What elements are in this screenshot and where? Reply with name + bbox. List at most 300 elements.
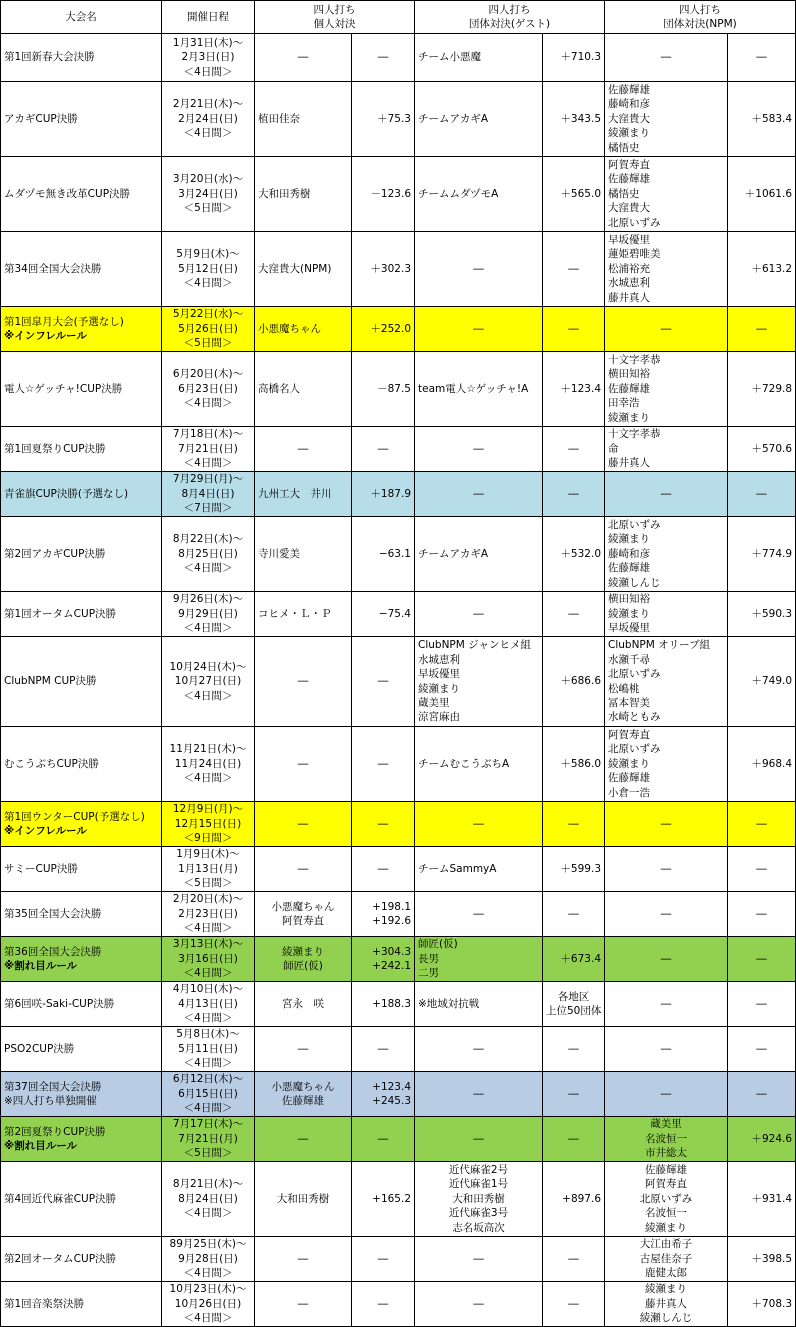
npm-team-line: 命 — [608, 442, 619, 455]
schedule-line: 7月18日(木)～ — [172, 428, 244, 441]
tournament-name-line: 第1回皐月大会(予選なし) — [4, 315, 124, 328]
individual-score-cell — [352, 1282, 415, 1327]
npm-score-cell — [728, 1282, 796, 1327]
guest-team-line: ClubNPM ジャンヒメ組 — [418, 639, 531, 652]
individual-player-cell — [255, 352, 352, 427]
tournament-name-cell — [1, 1237, 162, 1282]
npm-team-line: 田幸浩 — [608, 397, 640, 410]
tournament-name-cell — [1, 517, 162, 592]
guest-team-line: ※地域対抗戦 — [418, 997, 480, 1010]
guest-score-cell — [543, 1162, 605, 1237]
npm-score-line: ― — [756, 487, 767, 500]
individual-player-cell — [255, 1072, 352, 1117]
guest-team-cell — [415, 727, 543, 802]
guest-score-line: ― — [568, 487, 579, 500]
npm-team-line: 横田知裕 — [608, 593, 650, 606]
npm-team-line: 大窪貴大 — [608, 202, 650, 215]
schedule-cell — [162, 82, 255, 157]
npm-score-line: ― — [756, 322, 767, 335]
tournament-name-cell — [1, 982, 162, 1027]
individual-score-line: －87.5 — [377, 382, 411, 395]
guest-score-cell — [543, 937, 605, 982]
schedule-line: ＜4日間＞ — [183, 1312, 233, 1325]
npm-team-line: 古屋佳奈子 — [639, 1252, 693, 1265]
schedule-cell — [162, 802, 255, 847]
individual-score-line: −63.1 — [378, 547, 411, 560]
npm-team-line: 佐藤輝雄 — [608, 173, 650, 186]
individual-player-line: 宮永 咲 — [282, 997, 324, 1010]
individual-score-line: +192.6 — [372, 915, 411, 927]
schedule-line: 1月13日(月) — [178, 862, 238, 875]
individual-score-cell — [352, 82, 415, 157]
npm-team-line: 綾瀬しんじ — [608, 576, 661, 589]
guest-team-cell — [415, 232, 543, 307]
guest-team-cell — [415, 802, 543, 847]
guest-team-cell — [415, 1027, 543, 1072]
header-individual-line2: 個人対決 — [313, 18, 356, 30]
schedule-line: 8月25日(日) — [178, 547, 238, 560]
npm-team-line: 橘悟史 — [608, 141, 640, 154]
npm-team-line: 十文字孝恭 — [608, 428, 661, 441]
tournament-name-cell — [1, 307, 162, 352]
schedule-line: 5月12日(日) — [178, 262, 238, 275]
npm-team-line: ― — [660, 51, 672, 64]
npm-score-line: ― — [756, 997, 767, 1010]
tournament-name-cell — [1, 592, 162, 637]
individual-player-line: 九州工大 井川 — [258, 487, 332, 500]
schedule-line: ＜5日間＞ — [183, 1147, 233, 1160]
npm-team-cell — [605, 1237, 728, 1282]
header-individual — [255, 1, 415, 34]
tournament-name-cell — [1, 472, 162, 517]
tournament-name-line: 第1回オータムCUP決勝 — [4, 607, 117, 620]
schedule-line: 7月21日(月) — [178, 1132, 238, 1145]
tournament-name-cell — [1, 82, 162, 157]
individual-player-line: 大窪貴大(NPM) — [258, 262, 332, 275]
guest-score-cell — [543, 34, 605, 82]
tournament-name-cell — [1, 352, 162, 427]
npm-score-line: ＋749.0 — [751, 675, 793, 688]
npm-score-line: ＋708.3 — [751, 1297, 793, 1310]
individual-player-cell — [255, 1282, 352, 1327]
individual-score-line: ＋187.9 — [370, 487, 411, 500]
npm-score-cell — [728, 472, 796, 517]
tournament-name-line: 第1回新春大会決勝 — [4, 51, 95, 64]
npm-score-cell — [728, 802, 796, 847]
guest-team-line: チーム小悪魔 — [418, 51, 481, 64]
individual-player-cell — [255, 847, 352, 892]
schedule-line: 10月24日(木)～ — [169, 660, 247, 673]
tournament-name-cell — [1, 1027, 162, 1072]
guest-team-cell — [415, 517, 543, 592]
individual-score-line: －123.6 — [370, 187, 411, 200]
individual-player-cell — [255, 592, 352, 637]
guest-team-line: ― — [473, 607, 484, 620]
schedule-cell — [162, 34, 255, 82]
schedule-line: 8月24日(日) — [178, 1192, 238, 1205]
individual-player-cell — [255, 727, 352, 802]
schedule-line: ＜4日間＞ — [183, 65, 233, 78]
npm-team-cell — [605, 427, 728, 472]
individual-score-cell — [352, 637, 415, 727]
schedule-line: 10月27日(日) — [174, 675, 242, 688]
guest-team-line: チームムダヅモA — [418, 187, 499, 200]
table-row — [1, 1027, 796, 1072]
tournament-name-line: 第34回全国大会決勝 — [4, 262, 102, 275]
individual-player-line: ― — [297, 1132, 309, 1145]
npm-team-line: ― — [660, 907, 672, 920]
schedule-cell — [162, 1072, 255, 1117]
guest-team-line: 師匠(仮) — [418, 938, 458, 951]
schedule-line: 7月21日(日) — [178, 442, 238, 455]
individual-score-cell — [352, 352, 415, 427]
npm-team-cell — [605, 307, 728, 352]
individual-player-line: 寺川愛美 — [258, 547, 300, 560]
table-row — [1, 937, 796, 982]
npm-team-line: 松嶋桃 — [608, 682, 640, 695]
npm-team-line: ― — [660, 862, 672, 875]
individual-score-cell — [352, 727, 415, 802]
guest-score-cell — [543, 352, 605, 427]
tournament-name-line: アカギCUP決勝 — [4, 112, 78, 125]
tournament-name-cell — [1, 157, 162, 232]
npm-score-cell — [728, 157, 796, 232]
npm-team-line: 藤井真人 — [608, 291, 650, 304]
guest-score-cell — [543, 1117, 605, 1162]
npm-team-line: 藤崎和彦 — [608, 547, 650, 560]
npm-team-line: 綾瀬まり — [608, 533, 650, 546]
schedule-line: 2月23日(日) — [178, 907, 238, 920]
individual-player-cell — [255, 232, 352, 307]
individual-player-cell — [255, 517, 352, 592]
npm-team-line: 佐藤輝雄 — [608, 772, 650, 785]
table-row — [1, 1072, 796, 1117]
individual-score-cell — [352, 847, 415, 892]
guest-score-cell — [543, 1027, 605, 1072]
npm-team-line: 早坂優里 — [608, 622, 650, 635]
individual-score-line: +304.3 — [372, 945, 411, 958]
npm-score-line: ― — [756, 51, 767, 64]
individual-player-cell — [255, 157, 352, 232]
schedule-line: 5月11日(日) — [178, 1042, 238, 1055]
header-team-guest — [415, 1, 605, 34]
tournament-name-line: ムダヅモ無き改革CUP決勝 — [4, 187, 131, 200]
npm-team-line: 阿賀寿直 — [608, 728, 650, 741]
npm-team-line: 佐藤輝雄 — [608, 382, 650, 395]
npm-team-line: ― — [660, 487, 672, 500]
tournament-name-cell — [1, 937, 162, 982]
header-row — [1, 1, 796, 34]
guest-team-cell — [415, 937, 543, 982]
individual-player-line: 大和田秀樹 — [276, 1192, 330, 1205]
npm-score-cell — [728, 517, 796, 592]
tournament-name-line: 第4回近代麻雀CUP決勝 — [4, 1192, 117, 1205]
individual-score-line: +188.3 — [372, 997, 411, 1010]
tournament-name-cell — [1, 892, 162, 937]
individual-player-cell — [255, 802, 352, 847]
npm-team-cell — [605, 592, 728, 637]
guest-score-cell — [543, 802, 605, 847]
header-npm-line1: 四人打ち — [679, 3, 721, 16]
guest-score-line: ― — [568, 907, 579, 920]
npm-team-line: 大窪貴大 — [608, 112, 650, 125]
npm-team-cell — [605, 1162, 728, 1237]
individual-score-cell — [352, 34, 415, 82]
individual-player-line: 小悪魔ちゃん — [258, 322, 321, 335]
npm-team-line: 大江由希子 — [639, 1238, 693, 1251]
tournament-name-line: 第1回音楽祭決勝 — [4, 1297, 85, 1310]
schedule-line: 9月28日(日) — [178, 1252, 238, 1265]
schedule-line: 8月22日(木)～ — [172, 533, 244, 546]
npm-score-line: ＋613.2 — [751, 262, 793, 275]
individual-score-cell — [352, 427, 415, 472]
schedule-cell — [162, 1162, 255, 1237]
tournament-name-cell — [1, 727, 162, 802]
guest-team-line: 近代麻雀2号 — [448, 1163, 509, 1176]
guest-team-cell — [415, 82, 543, 157]
guest-team-cell — [415, 637, 543, 727]
schedule-line: 3月20日(水)～ — [172, 173, 244, 186]
schedule-line: ＜9日間＞ — [183, 832, 233, 845]
tournament-name-line: むこうぶちCUP決勝 — [4, 757, 99, 770]
npm-team-cell — [605, 517, 728, 592]
guest-score-cell — [543, 892, 605, 937]
npm-team-line: ― — [660, 1087, 672, 1100]
individual-player-line: ― — [297, 51, 309, 64]
schedule-cell — [162, 1282, 255, 1327]
schedule-line: 89月25日(木)～ — [169, 1238, 247, 1251]
schedule-cell — [162, 892, 255, 937]
individual-score-cell — [352, 937, 415, 982]
schedule-line: 2月20日(木)～ — [172, 893, 244, 906]
npm-team-line: 十文字孝恭 — [608, 353, 661, 366]
individual-player-line: コヒメ・Ｌ・Ｐ — [258, 607, 332, 620]
npm-team-line: 綾瀬まり — [645, 1283, 687, 1296]
tournament-name-line: 第36回全国大会決勝 — [4, 945, 102, 958]
npm-team-line: 横田知裕 — [608, 368, 650, 381]
individual-player-line: 小悪魔ちゃん — [271, 1080, 335, 1093]
npm-score-line: ＋583.4 — [751, 112, 793, 125]
npm-score-cell — [728, 727, 796, 802]
npm-score-cell — [728, 637, 796, 727]
npm-score-line: ＋924.6 — [751, 1132, 793, 1145]
schedule-line: 3月16日(日) — [178, 952, 238, 965]
individual-player-line: ― — [297, 862, 309, 875]
guest-team-cell — [415, 472, 543, 517]
npm-team-line: ― — [660, 997, 672, 1010]
npm-team-line: 北原いずみ — [608, 668, 661, 681]
individual-score-line: +123.4 — [372, 1080, 411, 1093]
tournament-name-line: 電人☆ゲッチャ!CUP決勝 — [4, 382, 123, 395]
guest-team-cell — [415, 157, 543, 232]
npm-team-line: 鹿健太郎 — [645, 1267, 687, 1280]
guest-team-line: 蔵美里 — [418, 696, 450, 709]
npm-team-line: ― — [660, 817, 672, 830]
tournament-name-cell — [1, 1072, 162, 1117]
npm-team-cell — [605, 892, 728, 937]
npm-team-cell — [605, 34, 728, 82]
npm-team-cell — [605, 1072, 728, 1117]
guest-score-cell — [543, 1237, 605, 1282]
npm-team-line: 綾瀬まり — [608, 127, 650, 140]
npm-score-line: ― — [756, 1042, 767, 1055]
table-row — [1, 232, 796, 307]
npm-score-line: ＋774.9 — [751, 547, 793, 560]
individual-player-line: 高橋名人 — [258, 382, 300, 395]
individual-player-line: 小悪魔ちゃん — [271, 900, 335, 913]
guest-team-cell — [415, 1072, 543, 1117]
npm-score-cell — [728, 34, 796, 82]
guest-team-line: ― — [473, 817, 484, 830]
npm-team-line: 佐藤輝雄 — [645, 1163, 687, 1176]
guest-score-line: ＋686.6 — [560, 675, 601, 688]
guest-team-cell — [415, 892, 543, 937]
individual-score-cell — [352, 232, 415, 307]
guest-team-line: ― — [473, 1087, 484, 1100]
guest-team-line: ― — [473, 322, 484, 335]
npm-team-line: 北原いずみ — [608, 743, 661, 756]
guest-score-line: ― — [568, 1042, 579, 1055]
guest-team-line: 水城恵利 — [418, 653, 460, 666]
npm-team-line: 佐藤輝雄 — [608, 562, 650, 575]
schedule-cell — [162, 592, 255, 637]
npm-team-line: 藤井真人 — [645, 1297, 687, 1310]
schedule-line: 6月12日(木)～ — [172, 1073, 244, 1086]
npm-team-line: 佐藤輝雄 — [608, 83, 650, 96]
table-row — [1, 34, 796, 82]
npm-team-line: 名波恒一 — [645, 1132, 687, 1145]
individual-player-line: 阿賀寿直 — [282, 915, 324, 927]
schedule-line: ＜4日間＞ — [183, 457, 233, 470]
schedule-line: ＜4日間＞ — [183, 1207, 233, 1220]
individual-score-line: ― — [377, 1132, 389, 1145]
individual-player-cell — [255, 982, 352, 1027]
tournament-name-line: 第2回夏祭りCUP決勝 — [4, 1125, 106, 1138]
guest-team-cell — [415, 1162, 543, 1237]
guest-score-cell — [543, 157, 605, 232]
guest-team-cell — [415, 352, 543, 427]
individual-player-line: 綾瀬まり — [282, 945, 324, 958]
tournament-name-cell — [1, 1162, 162, 1237]
individual-player-line: ― — [297, 817, 309, 830]
schedule-line: ＜4日間＞ — [183, 689, 233, 702]
guest-team-line: チームアカギA — [418, 547, 489, 560]
tournament-name-cell — [1, 232, 162, 307]
npm-score-line: ＋968.4 — [751, 757, 793, 770]
guest-score-line: 上位50団体 — [546, 1005, 602, 1017]
individual-score-cell — [352, 472, 415, 517]
schedule-line: ＜4日間＞ — [183, 1267, 233, 1280]
individual-player-cell — [255, 472, 352, 517]
schedule-line: 5月26日(日) — [178, 322, 238, 335]
guest-team-cell — [415, 427, 543, 472]
tournament-name-cell — [1, 427, 162, 472]
table-row — [1, 1282, 796, 1327]
guest-score-cell — [543, 1072, 605, 1117]
individual-player-cell — [255, 1162, 352, 1237]
individual-player-cell — [255, 307, 352, 352]
guest-team-line: 大和田秀樹 — [452, 1192, 505, 1205]
npm-score-line: ― — [756, 952, 767, 965]
npm-team-line: 橘悟史 — [608, 187, 640, 200]
npm-team-line: 水瀬千尋 — [608, 653, 650, 666]
guest-team-line: 早坂優里 — [418, 668, 460, 681]
guest-team-cell — [415, 847, 543, 892]
individual-score-line: +165.2 — [372, 1192, 411, 1205]
header-schedule: 開催日程 — [162, 1, 255, 34]
npm-team-line: 藤井真人 — [608, 457, 650, 470]
schedule-line: 11月24日(日) — [174, 757, 242, 770]
tournament-name-cell — [1, 802, 162, 847]
schedule-line: ＜5日間＞ — [183, 202, 233, 215]
table-row — [1, 1162, 796, 1237]
schedule-line: ＜5日間＞ — [183, 337, 233, 350]
guest-team-line: ― — [473, 1252, 484, 1265]
npm-team-line: 阿賀寿直 — [608, 158, 650, 171]
npm-score-cell — [728, 352, 796, 427]
schedule-line: 6月23日(日) — [178, 382, 238, 395]
npm-team-line: ― — [660, 1042, 672, 1055]
schedule-line: 3月13日(木)～ — [172, 938, 244, 951]
guest-score-line: ＋586.0 — [560, 757, 601, 770]
schedule-cell — [162, 232, 255, 307]
npm-team-line: 綾瀬まり — [608, 757, 650, 770]
npm-score-line: ＋729.8 — [751, 382, 793, 395]
npm-score-line: ＋931.4 — [751, 1192, 793, 1205]
guest-team-cell — [415, 1117, 543, 1162]
guest-score-line: ― — [568, 442, 579, 455]
guest-score-line: ― — [568, 1132, 579, 1145]
npm-team-cell — [605, 1117, 728, 1162]
guest-score-cell — [543, 592, 605, 637]
individual-score-line: ＋75.3 — [377, 112, 411, 125]
tournament-name-line: サミーCUP決勝 — [4, 862, 78, 875]
schedule-line: 1月31日(木)～ — [172, 36, 244, 49]
guest-team-line: 長男 — [418, 952, 439, 965]
npm-team-cell — [605, 802, 728, 847]
npm-team-line: 蔵美里 — [650, 1118, 682, 1131]
table-row — [1, 592, 796, 637]
schedule-line: 7月29日(月)～ — [172, 473, 244, 486]
schedule-line: ＜4日間＞ — [183, 1102, 233, 1115]
individual-player-line: ― — [297, 442, 309, 455]
guest-score-cell — [543, 472, 605, 517]
schedule-cell — [162, 727, 255, 802]
npm-team-line: 阿賀寿直 — [645, 1178, 687, 1191]
guest-score-line: ＋673.4 — [560, 952, 601, 965]
guest-team-cell — [415, 34, 543, 82]
tournament-name-line: ※四人打ち単独開催 — [4, 1095, 97, 1107]
guest-score-cell — [543, 1282, 605, 1327]
guest-score-line: ― — [568, 817, 579, 830]
tournament-name-line: 第37回全国大会決勝 — [4, 1080, 102, 1093]
guest-score-line: ― — [568, 1252, 579, 1265]
guest-score-cell — [543, 232, 605, 307]
tournament-name-cell — [1, 847, 162, 892]
guest-score-line: +897.6 — [562, 1192, 601, 1205]
tournament-name-line: 第2回アカギCUP決勝 — [4, 547, 106, 560]
npm-score-cell — [728, 1117, 796, 1162]
individual-score-cell — [352, 892, 415, 937]
individual-player-cell — [255, 82, 352, 157]
npm-score-line: ― — [756, 817, 767, 830]
table-row — [1, 982, 796, 1027]
schedule-line: 5月9日(木)～ — [176, 248, 240, 261]
npm-score-line: ＋570.6 — [751, 442, 793, 455]
table-row — [1, 1237, 796, 1282]
npm-team-cell — [605, 157, 728, 232]
schedule-line: 3月24日(日) — [178, 187, 238, 200]
